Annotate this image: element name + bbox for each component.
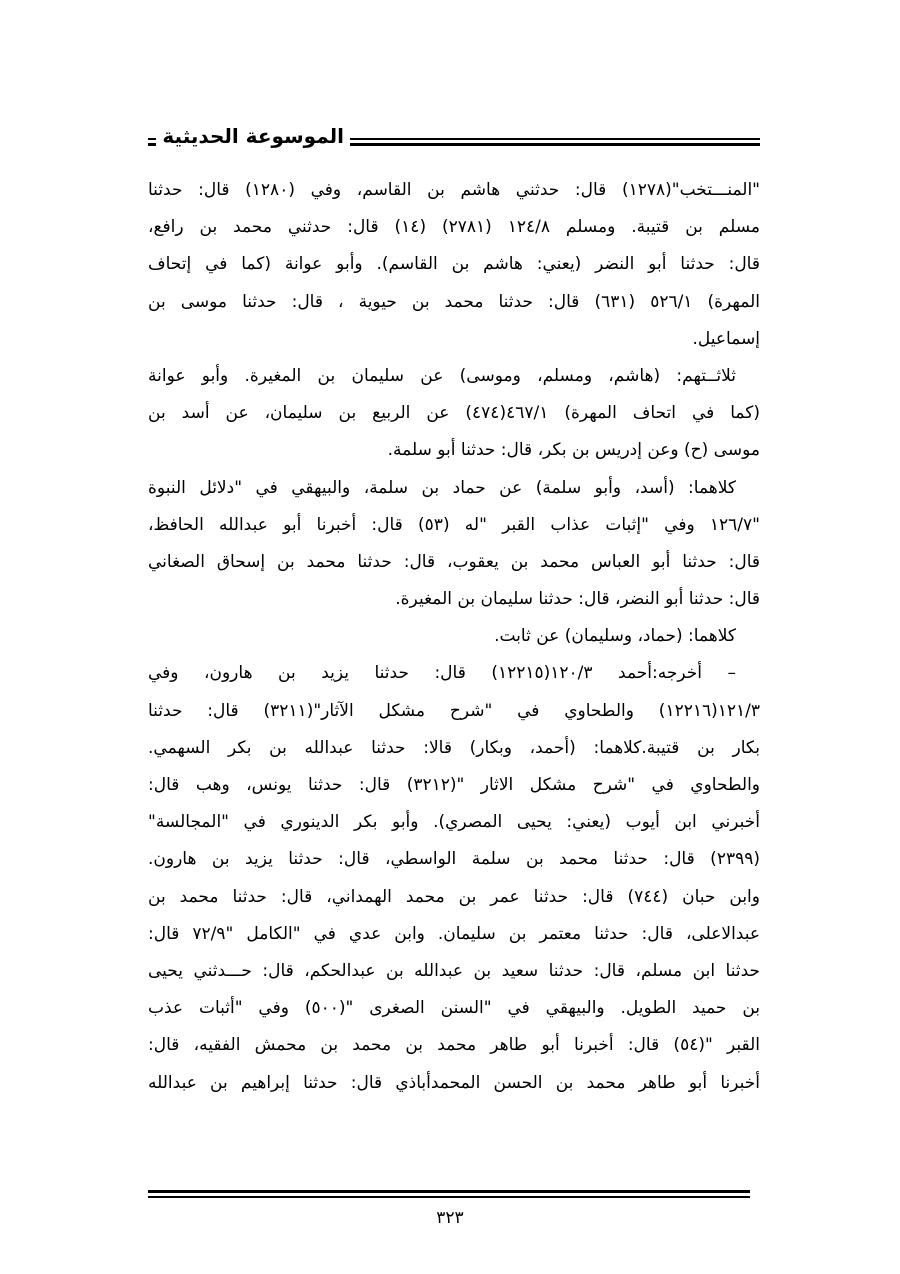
page-body [148,172,760,1102]
text-line-6: ثلاثــتهم: (هاشم، ومسلم، وموسى) عن سليمان بن المغيرة. وأبو عوانة [148,365,736,386]
footer-rule-top [148,1190,750,1193]
text-line-11: قال: حدثنا أبو العباس محمد بن يعقوب، قال: حدثنا محمد بن إسحاق الصغاني [148,551,760,572]
text-line-19: (٢٣٩٩) قال: حدثنا محمد بن سلمة الواسطي، قال: حدثنا يزيد بن هارون. [148,849,760,870]
page-number: ٣٢٣ [436,1208,464,1228]
text-line-4: المهرة) ٥٢٦/١ (٦٣١) قال: حدثنا محمد بن حيوية ، قال: حدثنا موسى بن [148,291,760,312]
text-line-2: مسلم بن قتيبة. ومسلم ١٢٤/٨ (٢٧٨١) (١٤) قال: حدثني محمد بن رافع، [148,217,760,238]
text-line-7: (كما في اتحاف المهرة) ٤٦٧/١(٤٧٤) عن الربيع بن سليمان، عن أسد بن [148,403,760,424]
book-title: الموسوعة الحديثية [156,124,350,148]
text-line-17: والطحاوي في "شرح مشكل الاثار "(٣٢١٢) قال: حدثنا يونس، وهب قال: [148,775,760,795]
text-line-1: "المنـــتخب"(١٢٧٨) قال: حدثني هاشم بن القاسم، وفي (١٢٨٠) قال: حدثنا [148,180,760,200]
text-line-25: أخبرنا أبو طاهر محمد بن الحسن المحمدأباذي قال: حدثنا إبراهيم بن عبدالله [148,1072,760,1093]
text-line-20: وابن حبان (٧٤٤) قال: حدثنا عمر بن محمد الهمداني، قال: حدثنا محمد بن [148,886,760,907]
text-line-3: قال: حدثنا أبو النضر (يعني: هاشم بن القاسم). وأبو عوانة (كما في إتحاف [148,254,760,275]
text-line-9: كلاهما: (أسد، وأبو سلمة) عن حماد بن سلمة، والبيهقي في "دلائل النبوة [148,477,736,498]
running-header [148,118,760,158]
text-line-13: كلاهما: (حماد، وسليمان) عن ثابت. [494,626,736,647]
text-line-23: بن حميد الطويل. والبيهقي في "السنن الصغرى "(٥٠٠) وفي "أثبات عذب [148,998,760,1019]
text-line-21: عبدالاعلى، قال: حدثنا معتمر بن سليمان. وابن عدي في "الكامل "٧٢/٩ قال: [148,923,760,944]
text-line-16: بكار بن قتيبة.كلاهما: (أحمد، وبكار) قالا: حدثنا عبدالله بن بكر السهمي. [148,737,760,758]
text-line-15: ١٢١/٣(١٢٢١٦) والطحاوي في "شرح مشكل الآثار"(٣٢١١) قال: حدثنا [148,700,760,721]
text-line-8: موسى (ح) وعن إدريس بن بكر، قال: حدثنا أبو سلمة. [387,440,760,461]
text-line-18: أخبرني ابن أيوب (يعني: يحيى المصري). وأبو بكر الدينوري في "المجالسة" [148,812,760,833]
text-line-22: حدثنا ابن مسلم، قال: حدثنا سعيد بن عبدالله بن عبدالحكم، قال: حـــدثني يحيى [148,960,760,981]
text-line-14: – أخرجه:أحمد ١٢٠/٣(١٢٢١٥) قال: حدثنا يزيد بن هارون، وفي [148,663,736,684]
text-line-10: "١٢٦/٧ وفي "إثبات عذاب القبر "له (٥٣) قال: أخبرنا أبو عبدالله الحافظ، [148,514,760,535]
text-line-24: القبر "(٥٤) قال: أخبرنا أبو طاهر محمد بن محمد بن محمش الفقيه، قال: [148,1035,760,1056]
text-line-12: قال: حدثنا أبو النضر، قال: حدثنا سليمان بن المغيرة. [395,589,760,610]
footer-rule-bottom [148,1196,750,1198]
text-line-5: إسماعيل. [692,328,760,349]
